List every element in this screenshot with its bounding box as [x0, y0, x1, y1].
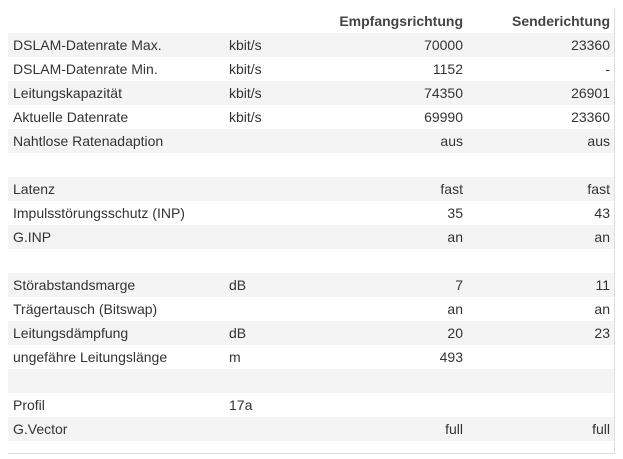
- row-unit: [225, 129, 320, 153]
- row-upstream-value: [468, 153, 615, 177]
- table-row: [8, 81, 615, 105]
- row-label: DSLAM-Datenrate Max.: [8, 33, 225, 57]
- row-upstream-value: [468, 393, 615, 417]
- row-label: Störabstandsmarge: [8, 273, 225, 297]
- row-unit: [225, 201, 320, 225]
- row-upstream-value: 23: [468, 321, 615, 345]
- table-row: [8, 417, 615, 441]
- row-unit: kbit/s: [225, 105, 320, 129]
- row-unit: kbit/s: [225, 57, 320, 81]
- row-label: [8, 369, 225, 393]
- row-downstream-value: 35: [320, 201, 468, 225]
- row-upstream-value: fast: [468, 177, 615, 201]
- header-unit-empty: [225, 9, 320, 33]
- row-unit: [225, 249, 320, 273]
- row-downstream-value: an: [320, 297, 468, 321]
- table-row: [8, 57, 615, 81]
- row-downstream-value: 20: [320, 321, 468, 345]
- table-row: [8, 177, 615, 201]
- row-unit: 17a: [225, 393, 320, 417]
- row-downstream-value: full: [320, 417, 468, 441]
- row-label: Leitungskapazität: [8, 81, 225, 105]
- table-spacer-row: [8, 153, 615, 177]
- table-row: [8, 129, 615, 153]
- row-unit: [225, 369, 320, 393]
- row-unit: m: [225, 345, 320, 369]
- header-label-empty: [8, 9, 225, 33]
- row-downstream-value: 1152: [320, 57, 468, 81]
- row-unit: kbit/s: [225, 81, 320, 105]
- row-downstream-value: [320, 249, 468, 273]
- row-label: G.INP: [8, 225, 225, 249]
- row-label: Trägertausch (Bitswap): [8, 297, 225, 321]
- table-row: [8, 393, 615, 417]
- row-upstream-value: 11: [468, 273, 615, 297]
- table-bottom-border: [8, 453, 615, 454]
- row-downstream-value: an: [320, 225, 468, 249]
- table-spacer-row: [8, 249, 615, 273]
- row-downstream-value: 70000: [320, 33, 468, 57]
- table-row: [8, 201, 615, 225]
- row-unit: dB: [225, 273, 320, 297]
- row-label: [8, 249, 225, 273]
- table-right-border: [614, 9, 615, 453]
- row-label: Aktuelle Datenrate: [8, 105, 225, 129]
- row-downstream-value: [320, 393, 468, 417]
- row-upstream-value: full: [468, 417, 615, 441]
- row-unit: [225, 153, 320, 177]
- table-row: [8, 105, 615, 129]
- table-row: [8, 225, 615, 249]
- row-downstream-value: 7: [320, 273, 468, 297]
- row-label: Nahtlose Ratenadaption: [8, 129, 225, 153]
- row-downstream-value: 74350: [320, 81, 468, 105]
- row-upstream-value: an: [468, 225, 615, 249]
- row-upstream-value: [468, 345, 615, 369]
- row-unit: [225, 297, 320, 321]
- row-upstream-value: 26901: [468, 81, 615, 105]
- row-label: ungefähre Leitungslänge: [8, 345, 225, 369]
- table-row: [8, 297, 615, 321]
- table-spacer-row: [8, 369, 615, 393]
- table-row: [8, 345, 615, 369]
- row-label: G.Vector: [8, 417, 225, 441]
- row-upstream-value: 23360: [468, 33, 615, 57]
- header-downstream: Empfangsrichtung: [320, 9, 468, 33]
- table-body: [8, 33, 615, 441]
- row-label: Latenz: [8, 177, 225, 201]
- table-row: [8, 273, 615, 297]
- table-header-row: [8, 9, 615, 33]
- row-downstream-value: 493: [320, 345, 468, 369]
- row-upstream-value: 23360: [468, 105, 615, 129]
- row-label: [8, 153, 225, 177]
- row-upstream-value: -: [468, 57, 615, 81]
- row-unit: [225, 225, 320, 249]
- row-label: Impulsstörungsschutz (INP): [8, 201, 225, 225]
- row-downstream-value: aus: [320, 129, 468, 153]
- row-upstream-value: aus: [468, 129, 615, 153]
- row-downstream-value: [320, 369, 468, 393]
- row-label: Leitungsdämpfung: [8, 321, 225, 345]
- row-upstream-value: [468, 249, 615, 273]
- row-downstream-value: fast: [320, 177, 468, 201]
- row-downstream-value: 69990: [320, 105, 468, 129]
- table-row: [8, 321, 615, 345]
- row-label: DSLAM-Datenrate Min.: [8, 57, 225, 81]
- header-upstream: Senderichtung: [468, 9, 615, 33]
- row-unit: [225, 177, 320, 201]
- dsl-info-table: [8, 9, 615, 441]
- row-upstream-value: an: [468, 297, 615, 321]
- row-unit: dB: [225, 321, 320, 345]
- table-row: [8, 33, 615, 57]
- row-upstream-value: [468, 369, 615, 393]
- row-unit: kbit/s: [225, 33, 320, 57]
- row-upstream-value: 43: [468, 201, 615, 225]
- row-downstream-value: [320, 153, 468, 177]
- row-label: Profil: [8, 393, 225, 417]
- row-unit: [225, 417, 320, 441]
